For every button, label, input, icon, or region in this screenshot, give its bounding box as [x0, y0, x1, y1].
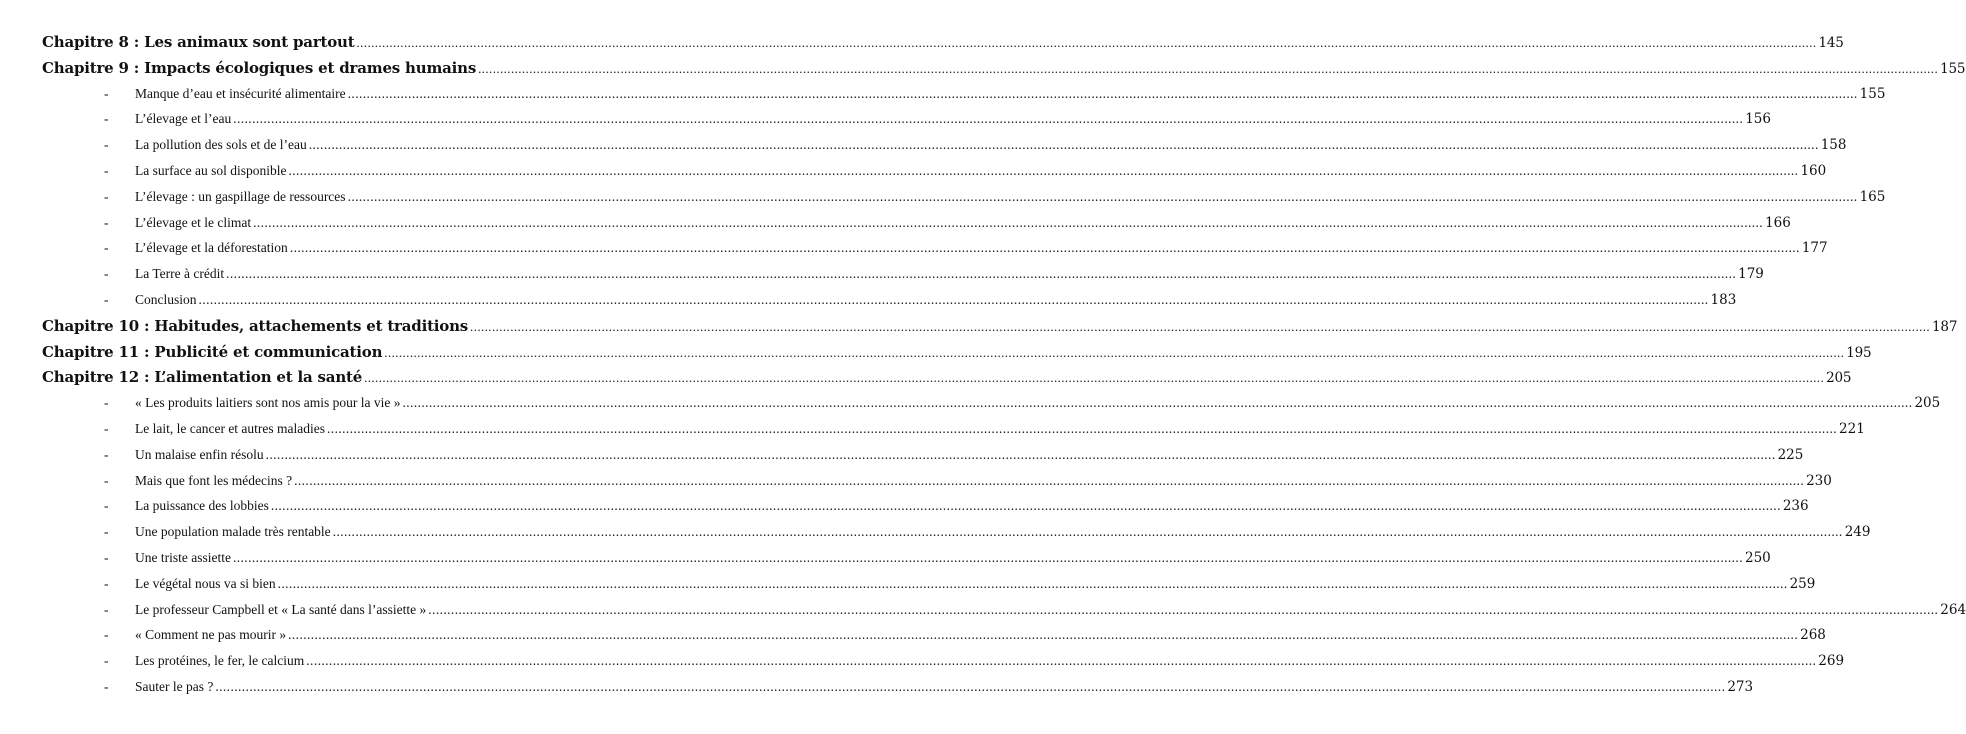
- list-dash: -: [104, 550, 109, 565]
- toc-entry-title: Conclusion: [135, 292, 197, 307]
- toc-section-entry: [104, 237, 1828, 259]
- dot-leader: ................................................................................................................................................................................................................................................................................................................................................................................................................: [327, 421, 1838, 436]
- toc-section-entry: [104, 263, 1764, 285]
- toc-entry-page-number: 264: [1940, 601, 1966, 618]
- toc-entry-page-number: 236: [1782, 498, 1809, 515]
- dot-leader: ................................................................................................................................................................................................................................................................................................................................................................................................................: [347, 188, 1858, 204]
- toc-entry-title: Un malaise enfin résolu: [135, 446, 264, 462]
- toc-entry-line: [135, 624, 1826, 646]
- list-dash: -: [104, 524, 109, 540]
- toc-section-entry: [104, 392, 1941, 414]
- toc-section-entry: [104, 650, 1845, 672]
- toc-entry-title: La puissance des lobbies: [135, 498, 269, 514]
- toc-entry-page-number: 165: [1859, 188, 1886, 205]
- toc-entry-line: [135, 186, 1886, 208]
- toc-entry-line: [135, 470, 1832, 492]
- toc-entry-line: [135, 495, 1809, 517]
- dot-leader: ................................................................................................................................................................................................................................................................................................................................................................................................................: [402, 395, 1913, 411]
- toc-section-entry: [104, 470, 1832, 492]
- toc-entry-page-number: 155: [1940, 60, 1966, 77]
- list-dash: -: [104, 627, 109, 643]
- toc-entry-line: [135, 263, 1764, 285]
- toc-section-entry: [104, 547, 1771, 569]
- list-dash: -: [104, 111, 109, 127]
- toc-chapter-entry: [42, 366, 1852, 388]
- toc-section-entry: [104, 573, 1816, 595]
- list-dash: -: [104, 472, 109, 488]
- toc-entry-title: Le végétal nous va si bien: [135, 575, 276, 591]
- toc-entry-title: Sauter le pas ?: [135, 679, 214, 694]
- toc-entry-title: « Les produits laitiers sont nos amis pour la vie »: [135, 395, 401, 411]
- dot-leader: ................................................................................................................................................................................................................................................................................................................................................................................................................: [288, 163, 1799, 178]
- list-dash: -: [104, 601, 109, 617]
- dot-leader: ................................................................................................................................................................................................................................................................................................................................................................................................................: [356, 35, 1817, 50]
- toc-entry-line: [135, 418, 1865, 440]
- dot-leader: ................................................................................................................................................................................................................................................................................................................................................................................................................: [470, 318, 1931, 334]
- list-dash: -: [104, 679, 109, 694]
- toc-entry-title: La Terre à crédit: [135, 266, 225, 282]
- toc-entry-line: [135, 108, 1771, 130]
- list-dash: -: [104, 395, 109, 411]
- dot-leader: ................................................................................................................................................................................................................................................................................................................................................................................................................: [253, 214, 1764, 230]
- dot-leader: ................................................................................................................................................................................................................................................................................................................................................................................................................: [364, 370, 1825, 386]
- toc-entry-page-number: 249: [1844, 524, 1871, 541]
- toc-section-entry: [104, 495, 1809, 517]
- toc-entry-title: Le lait, le cancer et autres maladies: [135, 421, 326, 436]
- list-dash: -: [104, 188, 109, 204]
- dot-leader: ................................................................................................................................................................................................................................................................................................................................................................................................................: [277, 575, 1788, 591]
- toc-section-entry: [104, 83, 1886, 105]
- dot-leader: ................................................................................................................................................................................................................................................................................................................................................................................................................: [289, 240, 1800, 256]
- toc-entry-title: Chapitre 8 : Les animaux sont partout: [42, 33, 355, 51]
- toc-entry-line: [135, 676, 1754, 698]
- toc-entry-title: Une population malade très rentable: [135, 524, 331, 540]
- toc-entry-page-number: 230: [1806, 472, 1832, 489]
- toc-section-entry: [104, 418, 1865, 440]
- toc-entry-line: [135, 392, 1941, 414]
- toc-entry-page-number: 160: [1800, 163, 1827, 179]
- dot-leader: ................................................................................................................................................................................................................................................................................................................................................................................................................: [384, 344, 1845, 360]
- toc-section-entry: [104, 444, 1804, 466]
- toc-entry-page-number: 177: [1801, 240, 1828, 257]
- toc-entry-title: L’élevage et l’eau: [135, 111, 232, 127]
- dot-leader: ................................................................................................................................................................................................................................................................................................................................................................................................................: [198, 292, 1709, 307]
- dot-leader: ................................................................................................................................................................................................................................................................................................................................................................................................................: [332, 524, 1843, 540]
- toc-section-entry: [104, 599, 1966, 621]
- list-dash: -: [104, 137, 109, 153]
- toc-entry-page-number: 183: [1710, 292, 1737, 308]
- toc-section-entry: [104, 676, 1754, 698]
- toc-section-entry: [104, 134, 1847, 156]
- toc-entry-title: Chapitre 12 : L’alimentation et la santé: [42, 368, 363, 387]
- list-dash: -: [104, 240, 109, 256]
- toc-entry-page-number: 221: [1839, 421, 1865, 437]
- toc-entry-line: [135, 289, 1737, 311]
- toc-entry-line: [135, 521, 1871, 543]
- toc-chapter-entry: [42, 57, 1966, 79]
- toc-entry-title: « Comment ne pas mourir »: [135, 627, 287, 643]
- dot-leader: ................................................................................................................................................................................................................................................................................................................................................................................................................: [308, 137, 1819, 153]
- toc-entry-line: [135, 160, 1827, 182]
- dot-leader: ................................................................................................................................................................................................................................................................................................................................................................................................................: [233, 111, 1744, 127]
- dot-leader: ................................................................................................................................................................................................................................................................................................................................................................................................................: [270, 498, 1781, 514]
- list-dash: -: [104, 446, 109, 462]
- toc-entry-page-number: 259: [1789, 575, 1816, 592]
- toc-entry-title: L’élevage et la déforestation: [135, 240, 288, 256]
- toc-entry-line: [42, 341, 1872, 364]
- toc-entry-line: [42, 366, 1852, 389]
- list-dash: -: [104, 214, 109, 230]
- toc-entry-page-number: 269: [1818, 653, 1845, 670]
- toc-entry-page-number: 158: [1820, 137, 1847, 154]
- toc-section-entry: [104, 160, 1827, 182]
- toc-entry-line: [42, 31, 1844, 54]
- toc-entry-line: [135, 134, 1847, 156]
- list-dash: -: [104, 421, 109, 436]
- list-dash: -: [104, 292, 109, 307]
- toc-entry-title: La surface au sol disponible: [135, 163, 287, 178]
- toc-entry-title: Le professeur Campbell et « La santé dans l’assiette »: [135, 601, 427, 617]
- toc-section-entry: [104, 521, 1871, 543]
- toc-section-entry: [104, 624, 1826, 646]
- toc-entry-page-number: 155: [1859, 85, 1886, 102]
- toc-entry-page-number: 179: [1738, 266, 1764, 283]
- toc-section-entry: [104, 108, 1771, 130]
- toc-chapter-entry: [42, 315, 1958, 337]
- list-dash: -: [104, 163, 109, 178]
- list-dash: -: [104, 85, 109, 101]
- dot-leader: ................................................................................................................................................................................................................................................................................................................................................................................................................: [226, 266, 1737, 282]
- list-dash: -: [104, 498, 109, 514]
- toc-chapter-entry: [42, 31, 1844, 53]
- toc-entry-title: La pollution des sols et de l’eau: [135, 137, 307, 153]
- toc-entry-title: Mais que font les médecins ?: [135, 472, 293, 488]
- dot-leader: ................................................................................................................................................................................................................................................................................................................................................................................................................: [215, 679, 1726, 694]
- toc-section-entry: [104, 186, 1886, 208]
- toc-entry-page-number: 205: [1914, 395, 1941, 412]
- toc-entry-page-number: 225: [1777, 446, 1804, 463]
- list-dash: -: [104, 575, 109, 591]
- toc-entry-page-number: 205: [1826, 370, 1852, 387]
- toc-entry-page-number: 145: [1818, 35, 1844, 51]
- toc-entry-title: Les protéines, le fer, le calcium: [135, 653, 305, 669]
- list-dash: -: [104, 653, 109, 669]
- dot-leader: ................................................................................................................................................................................................................................................................................................................................................................................................................: [478, 60, 1939, 76]
- toc-entry-title: Chapitre 9 : Impacts écologiques et drames humains: [42, 58, 477, 77]
- toc-entry-title: Chapitre 11 : Publicité et communication: [42, 342, 383, 361]
- toc-entry-title: L’élevage : un gaspillage de ressources: [135, 188, 346, 204]
- toc-entry-title: Une triste assiette: [135, 550, 231, 565]
- dot-leader: ................................................................................................................................................................................................................................................................................................................................................................................................................: [428, 601, 1939, 617]
- toc-entry-title: Manque d’eau et insécurité alimentaire: [135, 85, 346, 101]
- toc-entry-page-number: 166: [1765, 214, 1791, 231]
- toc-entry-page-number: 273: [1727, 679, 1754, 695]
- dot-leader: ................................................................................................................................................................................................................................................................................................................................................................................................................: [306, 653, 1817, 669]
- dot-leader: ................................................................................................................................................................................................................................................................................................................................................................................................................: [265, 446, 1776, 462]
- toc-entry-line: [42, 315, 1958, 338]
- toc-entry-page-number: 156: [1745, 111, 1771, 128]
- toc-entry-page-number: 250: [1744, 550, 1771, 566]
- toc-section-entry: [104, 289, 1737, 311]
- dot-leader: ................................................................................................................................................................................................................................................................................................................................................................................................................: [347, 85, 1858, 101]
- toc-entry-line: [135, 444, 1804, 466]
- toc-entry-line: [135, 83, 1886, 105]
- toc-entry-title: Chapitre 10 : Habitudes, attachements et traditions: [42, 316, 469, 335]
- toc-entry-line: [135, 212, 1791, 234]
- dot-leader: ................................................................................................................................................................................................................................................................................................................................................................................................................: [288, 627, 1799, 643]
- toc-chapter-entry: [42, 341, 1872, 363]
- dot-leader: ................................................................................................................................................................................................................................................................................................................................................................................................................: [232, 550, 1743, 565]
- toc-entry-page-number: 195: [1846, 344, 1872, 361]
- toc-entry-line: [42, 57, 1966, 80]
- toc-entry-page-number: 187: [1932, 318, 1958, 335]
- toc-section-entry: [104, 212, 1791, 234]
- toc-entry-title: L’élevage et le climat: [135, 214, 252, 230]
- toc-entry-line: [135, 237, 1828, 259]
- toc-entry-line: [135, 573, 1816, 595]
- toc-entry-line: [135, 599, 1966, 621]
- dot-leader: ................................................................................................................................................................................................................................................................................................................................................................................................................: [294, 472, 1805, 488]
- toc-entry-page-number: 268: [1800, 627, 1826, 644]
- toc-entry-line: [135, 547, 1771, 569]
- list-dash: -: [104, 266, 109, 282]
- toc-entry-line: [135, 650, 1845, 672]
